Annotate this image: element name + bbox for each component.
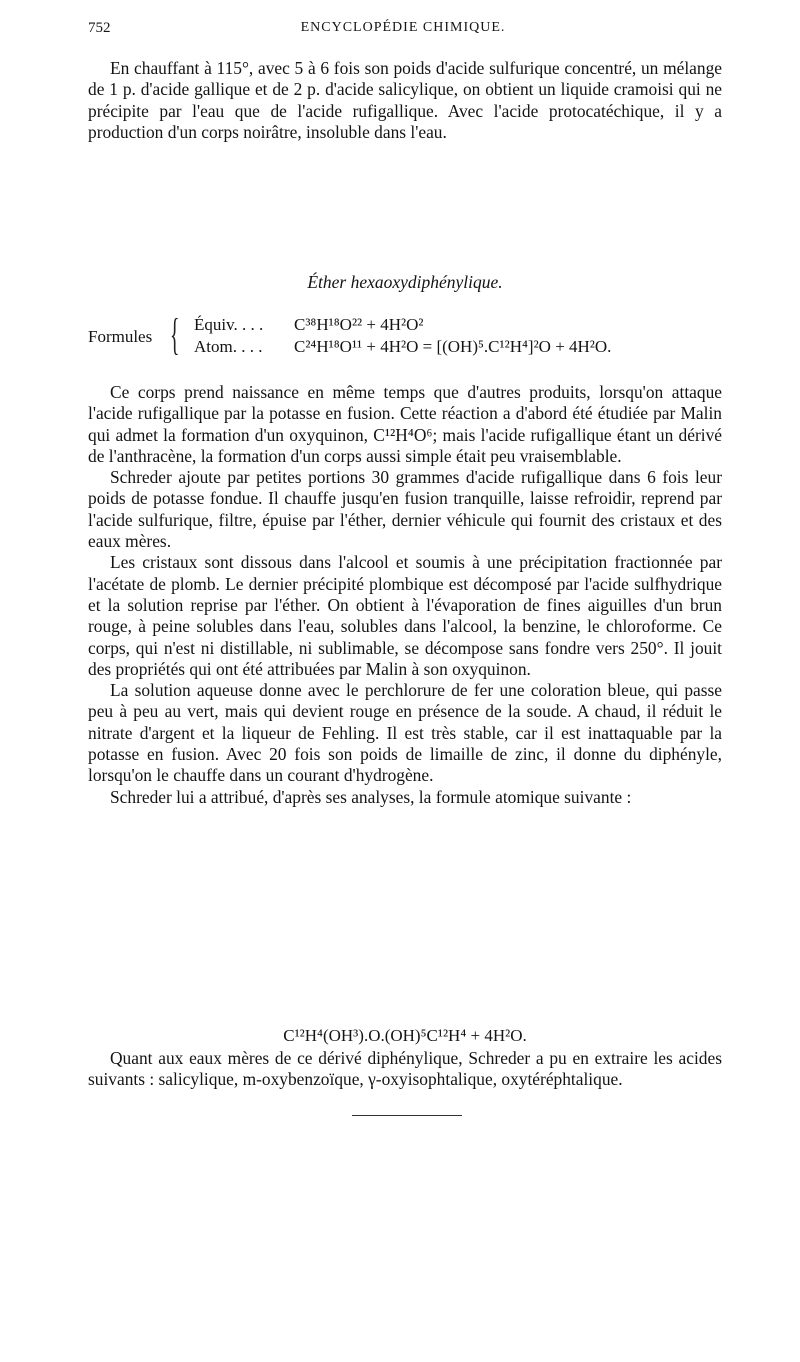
paragraph: Les cristaux sont dissous dans l'alcool et soumis à une précipitation fractionnée par l'acétate de plomb. Le dernier précipité plombique est décomposé par l'acide sulfhydrique et la solution reprise par l'éther. On obtient à l'évaporation de fines aiguilles d'un brun rouge, à peine solubles dans l'eau, solubles dans l'alcool, la benzine, le chloroforme. Ce corps, qui n'est ni distillable, ni sublimable, se décompose sans fondre vers 250°. Il jouit des propriétés qui ont été attribuées par Malin à son oxyquinon.	[88, 552, 722, 679]
intro-paragraph-block	[88, 58, 722, 143]
paragraph: Ce corps prend naissance en même temps que d'autres produits, lorsqu'on attaque l'acide rufigallique par la potasse en fusion. Cette réaction a d'abord été étudiée par Malin qui admet la formation d'un oxyquinon, C¹²H⁴O⁶; mais l'acide rufigallique étant un dérivé de l'anthracène, la formation d'un corps aussi simple était peu vraisemblable.	[88, 382, 722, 466]
paragraph: La solution aqueuse donne avec le perchlorure de fer une coloration bleue, qui passe peu à peu au vert, mais qui devient rouge en présence de la soude. A chaud, il réduit le nitrate d'argent et la liqueur de Fehling. Il est très stable, car il est inattaquable par la potasse en fusion. Avec 20 fois son poids de limaille de zinc, il donne du diphényle, lorsqu'on le chauffe dans un courant d'hydrogène.	[88, 680, 722, 786]
page-number: 752	[88, 20, 111, 36]
formulas-label: Formules	[88, 327, 153, 346]
equiv-formula-row	[194, 315, 423, 335]
final-paragraph: Quant aux eaux mères de ce dérivé diphénylique, Schreder a pu en extraire les acides suivants : salicylique, m-oxybenzoïque, γ-oxyisophtalique, oxytéréphtalique.	[88, 1048, 722, 1090]
paragraph: Schreder ajoute par petites portions 30 grammes d'acide rufigallique dans 6 fois leur poids de potasse fondue. Il chauffe jusqu'en fusion tranquille, laisse refroidir, reprend par l'acide sulfurique, filtre, épuise par l'éther, dernier véhicule qui fournit des cristaux et des eaux mères.	[88, 467, 722, 552]
body-text	[88, 382, 722, 808]
equiv-label: Équiv. . . .	[194, 315, 264, 334]
atom-formula: C²⁴H¹⁸O¹¹ + 4H²O = [(OH)⁵.C¹²H⁴]²O + 4H²O.	[294, 337, 612, 356]
atom-formula-row	[194, 337, 611, 357]
paragraph: Schreder lui a attribué, d'après ses analyses, la formule atomique suivante :	[110, 786, 632, 807]
equiv-formula: C³⁸H¹⁸O²² + 4H²O²	[294, 315, 424, 334]
intro-paragraph: En chauffant à 115°, avec 5 à 6 fois son poids d'acide sulfurique concentré, un mélange de 1 p. d'acide gallique et de 2 p. d'acide salicylique, on obtient un liquide cramoisi qui ne précipite par l'eau que de l'acide rufigallique. Avec l'acide protocatéchique, il y a production d'un corps noirâtre, insoluble dans l'eau.	[88, 58, 722, 142]
end-rule	[352, 1115, 462, 1116]
section-title: Éther hexaoxydiphénylique.	[307, 272, 503, 292]
atom-label: Atom. . . .	[194, 337, 263, 356]
header-title: ENCYCLOPÉDIE CHIMIQUE.	[300, 20, 506, 35]
formulas-block	[88, 310, 748, 365]
running-head	[88, 20, 718, 42]
final-paragraph-block	[88, 1048, 722, 1091]
brace-glyph: {	[170, 310, 180, 359]
atomic-formula: C¹²H⁴(OH³).O.(OH)⁵C¹²H⁴ + 4H²O.	[283, 1026, 527, 1045]
